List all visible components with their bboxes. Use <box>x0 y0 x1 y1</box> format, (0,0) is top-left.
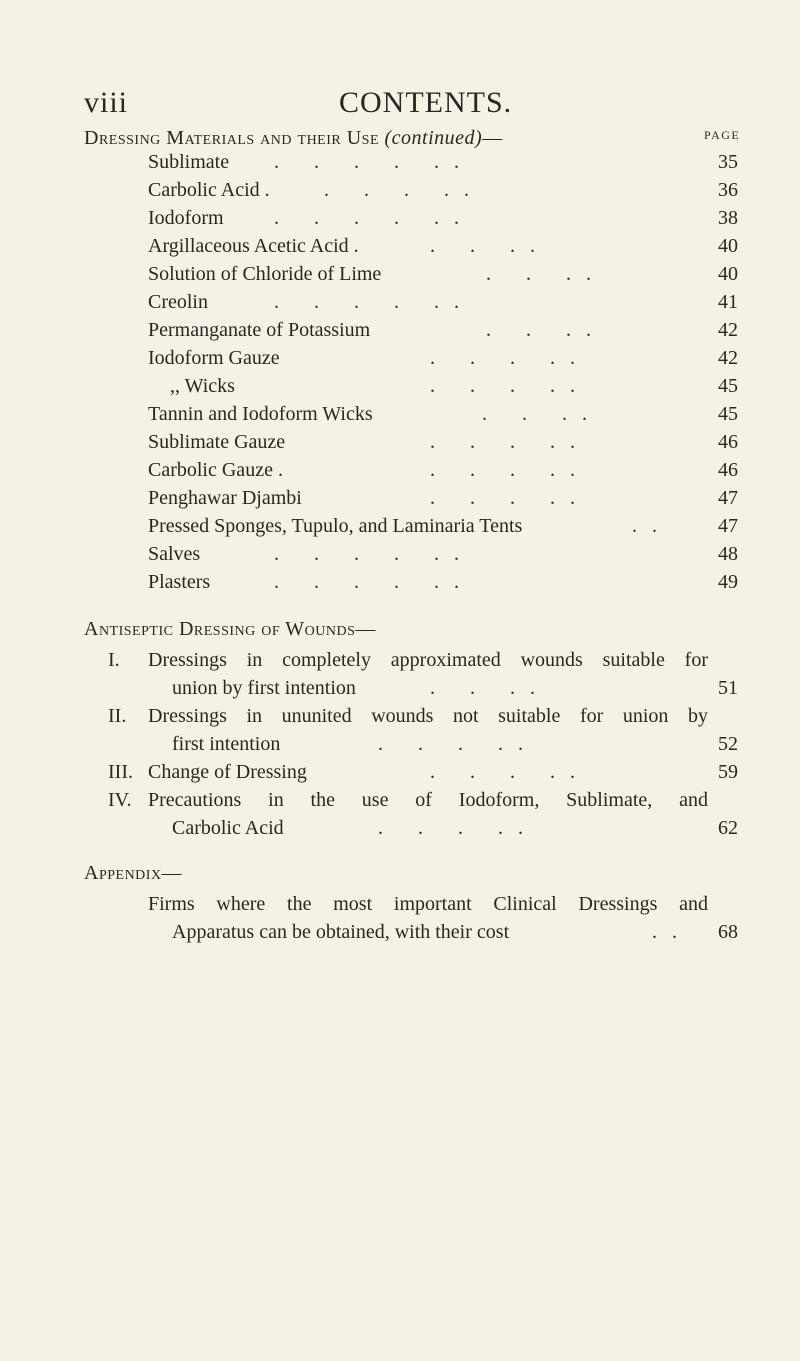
toc-entry[interactable] <box>148 232 738 260</box>
leader-dots: . . <box>652 921 677 943</box>
entry-page: 68 <box>718 921 738 943</box>
item-text-line: Dressings in completely approximated wounds suitable for <box>148 649 708 671</box>
toc-entry[interactable] <box>148 456 738 484</box>
entry-label: ,, Wicks <box>170 375 235 397</box>
section-heading-antiseptic-dressing: Antiseptic Dressing of Wounds— <box>84 618 376 640</box>
leader-dots: . . . . <box>486 263 591 285</box>
toc-entry[interactable] <box>148 372 738 400</box>
section-heading-text: Dressing Materials and their Use <box>84 127 380 149</box>
entry-label: Creolin <box>148 291 208 313</box>
entry-page: 46 <box>718 431 738 453</box>
leader-dots: . . . . . <box>378 733 523 755</box>
leader-dots: . . . . . . <box>274 571 459 593</box>
leader-dots: . . . . . . <box>274 151 459 173</box>
leader-dots: . . . . . . <box>274 543 459 565</box>
page-title: CONTENTS. <box>339 86 513 119</box>
leader-dots: . . . . <box>430 677 535 699</box>
page-number: viii <box>84 86 129 119</box>
page-column-label: PAGE <box>704 128 741 142</box>
entry-label: Plasters <box>148 571 211 593</box>
entry-label: Tannin and Iodoform Wicks <box>148 403 373 425</box>
leader-dots: . . <box>632 515 657 537</box>
leader-dots: . . . . . <box>324 179 469 201</box>
entry-label: Carbolic Acid . <box>148 179 270 201</box>
entry-label: Permanganate of Potassium <box>148 319 371 341</box>
leader-dots: . . . . <box>430 235 535 257</box>
entry-page: 35 <box>718 151 738 173</box>
entry-label: Iodoform <box>148 207 224 229</box>
toc-entry[interactable] <box>148 204 738 232</box>
leader-dots: . . . . . <box>430 375 575 397</box>
entry-page: 59 <box>718 761 738 783</box>
entry-page: 45 <box>718 403 738 425</box>
entry-label: Change of Dressing <box>148 761 307 783</box>
item-numeral: III. <box>108 761 133 783</box>
entry-page: 52 <box>718 733 738 755</box>
leader-dots: . . . . . <box>430 487 575 509</box>
entry-label: Penghawar Djambi <box>148 487 302 509</box>
toc-entry[interactable] <box>148 484 738 512</box>
toc-entry[interactable] <box>148 400 738 428</box>
leader-dots: . . . . . <box>430 761 575 783</box>
item-text-line: Dressings in ununited wounds not suitable for union by <box>148 705 708 727</box>
toc-entry[interactable] <box>148 512 738 540</box>
entry-page: 49 <box>718 571 738 593</box>
item-numeral: II. <box>108 705 127 727</box>
leader-dots: . . . . . <box>430 459 575 481</box>
leader-dots: . . . . <box>482 403 587 425</box>
entry-page: 40 <box>718 263 738 285</box>
leader-dots: . . . . . <box>378 817 523 839</box>
item-numeral: IV. <box>108 789 132 811</box>
section-heading-appendix: Appendix— <box>84 862 183 884</box>
toc-entry[interactable] <box>148 176 738 204</box>
entry-page: 47 <box>718 487 738 509</box>
entry-page: 40 <box>718 235 738 257</box>
toc-entry[interactable] <box>148 758 738 786</box>
toc-entry[interactable] <box>148 428 738 456</box>
toc-entry[interactable] <box>148 148 738 176</box>
entry-label: Sublimate Gauze <box>148 431 286 453</box>
item-text-line: Precautions in the use of Iodoform, Sublimate, and <box>148 789 708 811</box>
entry-label: Sublimate <box>148 151 230 173</box>
toc-entry[interactable] <box>148 344 738 372</box>
entry-label: Carbolic Acid <box>172 817 284 839</box>
entry-page: 51 <box>718 677 738 699</box>
section-heading-dash: — <box>482 127 503 149</box>
leader-dots: . . . . . . <box>274 207 459 229</box>
entry-label: Pressed Sponges, Tupulo, and Laminaria Tents <box>148 515 523 537</box>
toc-entry[interactable] <box>148 288 738 316</box>
entry-label: Apparatus can be obtained, with their cost <box>172 921 510 943</box>
leader-dots: . . . . . <box>430 347 575 369</box>
entry-page: 45 <box>718 375 738 397</box>
entry-page: 48 <box>718 543 738 565</box>
leader-dots: . . . . <box>486 319 591 341</box>
entry-label: Carbolic Gauze . <box>148 459 283 481</box>
entry-page: 42 <box>718 319 738 341</box>
entry-label: Solution of Chloride of Lime <box>148 263 382 285</box>
entry-label: first intention <box>172 733 281 755</box>
entry-label: union by first intention <box>172 677 356 699</box>
leader-dots: . . . . . . <box>274 291 459 313</box>
toc-entry[interactable] <box>148 316 738 344</box>
entry-label: Argillaceous Acetic Acid . <box>148 235 359 257</box>
toc-entry[interactable] <box>148 540 738 568</box>
section-heading-continued: (continued) <box>384 127 483 149</box>
entry-page: 62 <box>718 817 738 839</box>
entry-label: Iodoform Gauze <box>148 347 280 369</box>
entry-page: 36 <box>718 179 738 201</box>
section-heading-dressing-materials <box>84 127 503 150</box>
entry-page: 46 <box>718 459 738 481</box>
entry-page: 47 <box>718 515 738 537</box>
leader-dots: . . . . . <box>430 431 575 453</box>
entry-page: 41 <box>718 291 738 313</box>
toc-entry[interactable] <box>148 568 738 596</box>
entry-page: 42 <box>718 347 738 369</box>
item-numeral: I. <box>108 649 120 671</box>
toc-entry[interactable] <box>148 260 738 288</box>
entry-page: 38 <box>718 207 738 229</box>
entry-label: Salves <box>148 543 201 565</box>
appendix-text-line: Firms where the most important Clinical Dressings and <box>148 893 708 915</box>
